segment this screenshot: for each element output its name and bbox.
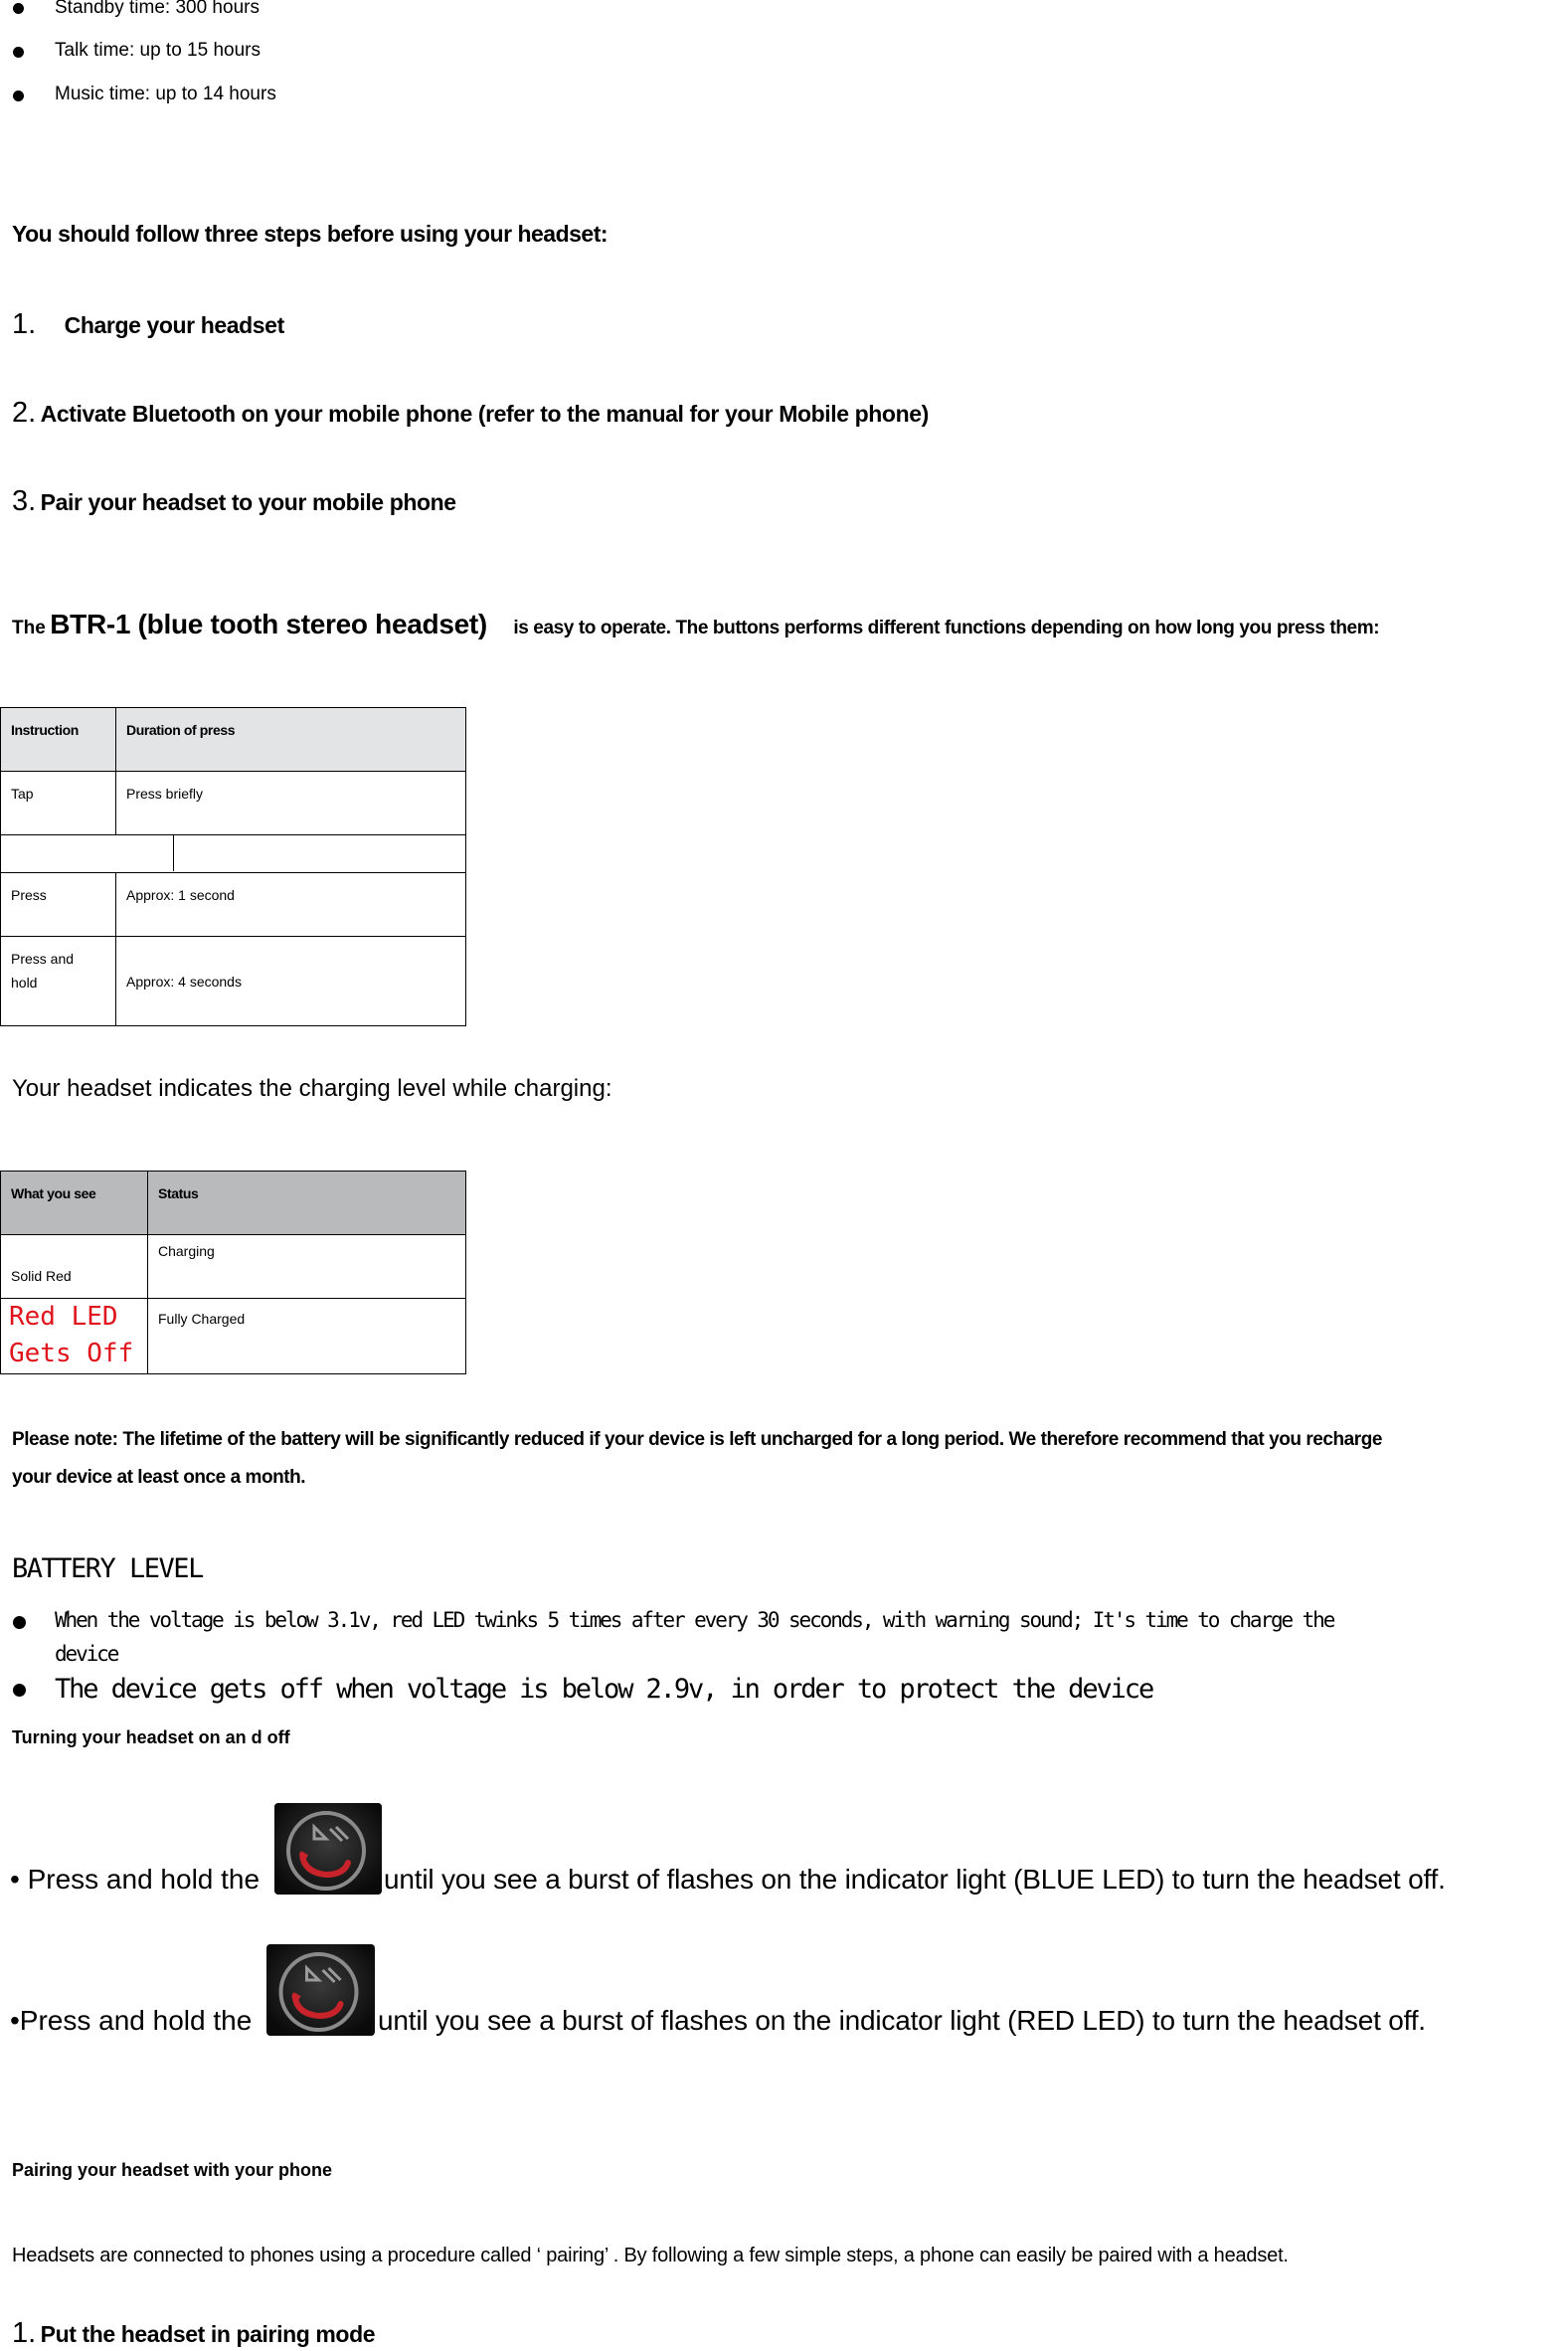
operate-suffix: is easy to operate. The buttons performs different functions depending on how long you press them:: [513, 618, 1380, 638]
battery-note-line-2: your device at least once a month.: [12, 1467, 306, 1488]
table-header-row: [1, 1172, 466, 1235]
step-1: [12, 308, 284, 341]
spec-music: Music time: up to 14 hours: [55, 84, 276, 104]
headset-call-button-icon: [266, 1944, 375, 2036]
operate-prefix: The: [12, 618, 46, 638]
table-cell: Press and hold: [1, 937, 116, 1026]
table-header: Instruction: [1, 708, 116, 772]
table-header-row: [1, 708, 466, 772]
table-row: [1, 1299, 466, 1374]
step-number: 2.: [12, 397, 37, 429]
led-status-table: [0, 1171, 466, 1374]
onoff-item-1-before: • Press and hold the: [10, 1864, 261, 1895]
step-text: Activate Bluetooth on your mobile phone (refer to the manual for your Mobile phone): [40, 401, 929, 427]
charging-intro: Your headset indicates the charging level while charging:: [12, 1075, 612, 1102]
table-row: [1, 937, 466, 1026]
battery-warning-text-cont: device: [55, 1642, 118, 1666]
battery-off-text: The device gets off when voltage is below 2.9v, in order to protect the device: [55, 1674, 1153, 1705]
step-2: [12, 397, 929, 430]
table-cell: [1, 835, 466, 873]
table-cell: Press briefly: [116, 772, 466, 835]
table-cell: Solid Red: [1, 1235, 148, 1299]
step-text: Pair your headset to your mobile phone: [40, 489, 456, 515]
table-cell: Red LED Gets Off: [1, 1299, 148, 1374]
intro-heading: You should follow three steps before using your headset:: [12, 221, 609, 247]
bullet-icon: [13, 3, 24, 14]
table-row: [1, 1235, 466, 1299]
table-empty-row: [1, 835, 466, 873]
onoff-item-2-before: •Press and hold the: [10, 2005, 253, 2036]
step-number: 1.: [12, 2317, 37, 2349]
table-cell: Approx: 4 seconds: [116, 937, 466, 1026]
onoff-heading: Turning your headset on an d off: [12, 1727, 290, 1747]
bullet-icon: [13, 90, 24, 101]
step-number: 3.: [12, 485, 37, 517]
pairing-heading: Pairing your headset with your phone: [12, 2160, 333, 2180]
operate-sentence: [12, 609, 1379, 640]
step-number: 1.: [12, 308, 37, 340]
bullet-icon: [13, 1684, 26, 1697]
product-name: BTR-1 (blue tooth stereo headset): [50, 609, 487, 639]
table-cell: Charging: [148, 1235, 466, 1299]
battery-warning-text: When the voltage is below 3.1v, red LED twinks 5 times after every 30 seconds, with warning sound; It's time to charge the: [55, 1608, 1334, 1632]
headset-call-button-icon: [274, 1803, 382, 1895]
table-row: [1, 873, 466, 937]
bullet-icon: [13, 1616, 26, 1629]
step-text: Put the headset in pairing mode: [40, 2321, 376, 2347]
pairing-text: Headsets are connected to phones using a procedure called ‘ pairing’ . By following a few simple steps, a phone can easily be paired with a headset.: [12, 2245, 1289, 2266]
bullet-icon: [13, 47, 24, 58]
table-header: Status: [148, 1172, 466, 1235]
battery-level-title: BATTERY LEVEL: [12, 1553, 203, 1584]
spec-standby: Standby time: 300 hours: [55, 0, 260, 18]
table-cell: Press: [1, 873, 116, 937]
spec-talk: Talk time: up to 15 hours: [55, 40, 261, 61]
table-cell: Tap: [1, 772, 116, 835]
table-header: What you see: [1, 1172, 148, 1235]
step-text: Charge your headset: [64, 312, 284, 338]
step-3: [12, 485, 456, 518]
table-cell: Approx: 1 second: [116, 873, 466, 937]
battery-note-line-1: Please note: The lifetime of the battery will be significantly reduced if your device is left uncharged for a long period. We therefore recommend that you recharge: [12, 1429, 1383, 1450]
onoff-item-1-after: until you see a burst of flashes on the indicator light (BLUE LED) to turn the headset off.: [384, 1864, 1446, 1895]
press-duration-table: [0, 707, 466, 1026]
table-row: [1, 772, 466, 835]
onoff-item-2-after: until you see a burst of flashes on the indicator light (RED LED) to turn the headset off.: [378, 2005, 1426, 2036]
pairing-step-1: [12, 2317, 375, 2350]
table-header: Duration of press: [116, 708, 466, 772]
table-cell: Fully Charged: [148, 1299, 466, 1374]
